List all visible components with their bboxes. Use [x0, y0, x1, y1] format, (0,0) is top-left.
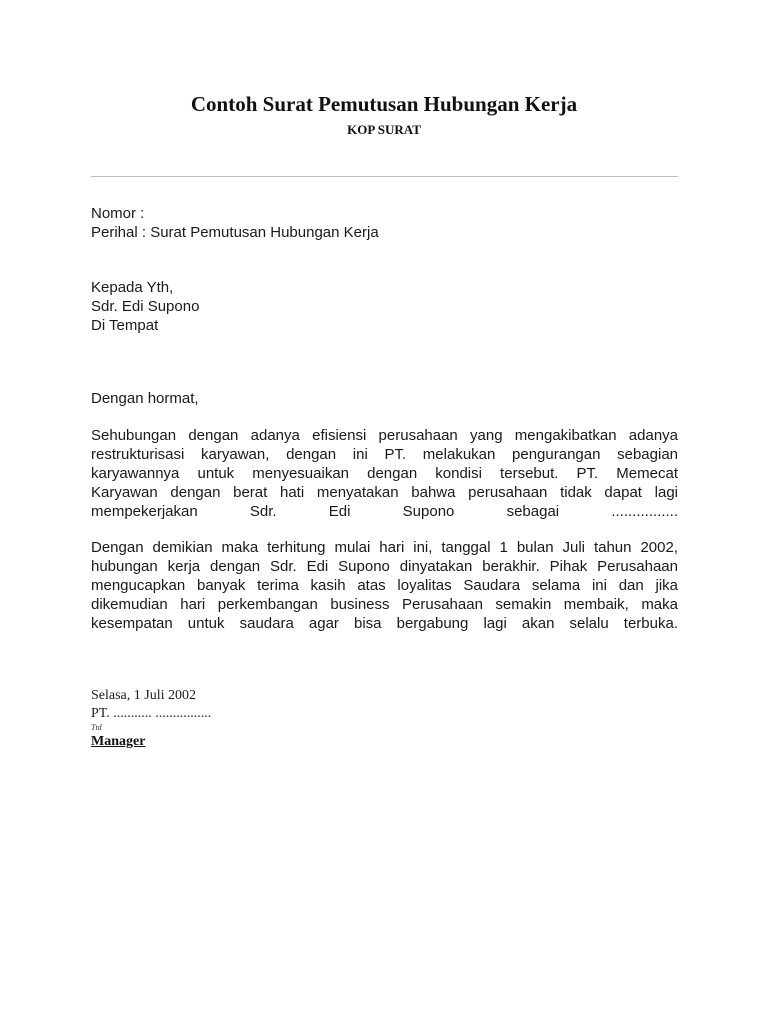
recipient-salutation: Kepada Yth,: [91, 279, 174, 296]
recipient-location: Di Tempat: [91, 317, 159, 334]
paragraph-1-line: mempekerjakan Sdr. Edi Supono sebagai ................: [91, 503, 678, 520]
document-title: Contoh Surat Pemutusan Hubungan Kerja: [190, 92, 578, 116]
closing-block: [91, 687, 678, 750]
paragraph-2-line: hubungan kerja dengan Sdr. Edi Supono dinyatakan berakhir. Pihak Perusahaan: [91, 558, 678, 575]
paragraph-1-line: karyawannya untuk menyesuaikan dengan kondisi tersebut. PT. Memecat: [91, 465, 678, 482]
recipient-name: Sdr. Edi Supono: [91, 298, 200, 315]
paragraph-2-line: kesempatan untuk saudara agar bisa bergabung lagi akan selalu terbuka.: [91, 615, 678, 632]
signatory-position: Manager: [91, 734, 146, 749]
header-divider: [91, 176, 678, 177]
nomor-line: Nomor :: [91, 205, 145, 222]
recipient-block: [91, 278, 678, 335]
body-paragraph-2: [91, 538, 678, 633]
paragraph-2-line: mengucapkan banyak terima kasih atas loyalitas Saudara selama ini dan jika: [91, 577, 678, 594]
body-paragraph-1: [91, 426, 678, 521]
perihal-line: Perihal : Surat Pemutusan Hubungan Kerja: [91, 224, 379, 241]
closing-date: Selasa, 1 Juli 2002: [91, 688, 196, 703]
paragraph-2-line: Dengan demikian maka terhitung mulai hari ini, tanggal 1 bulan Juli tahun 2002,: [91, 539, 678, 556]
greeting-text: Dengan hormat,: [91, 390, 199, 407]
signature-ttd: Ttd: [91, 723, 102, 732]
paragraph-1-line: Karyawan dengan berat hati menyatakan bahwa perusahaan tidak dapat lagi: [91, 484, 678, 501]
closing-company: PT. ........... ................: [91, 706, 212, 721]
paragraph-1-line: restrukturisasi karyawan, dengan ini PT. melakukan pengurangan sebagian: [91, 446, 678, 463]
greeting: [91, 389, 678, 408]
letterhead-label: KOP SURAT: [347, 122, 421, 137]
letter-meta: [91, 204, 678, 242]
paragraph-1-line: Sehubungan dengan adanya efisiensi perusahaan yang mengakibatkan adanya: [91, 427, 678, 444]
paragraph-2-line: dikemudian hari perkembangan business Perusahaan semakin membaik, maka: [91, 596, 678, 613]
